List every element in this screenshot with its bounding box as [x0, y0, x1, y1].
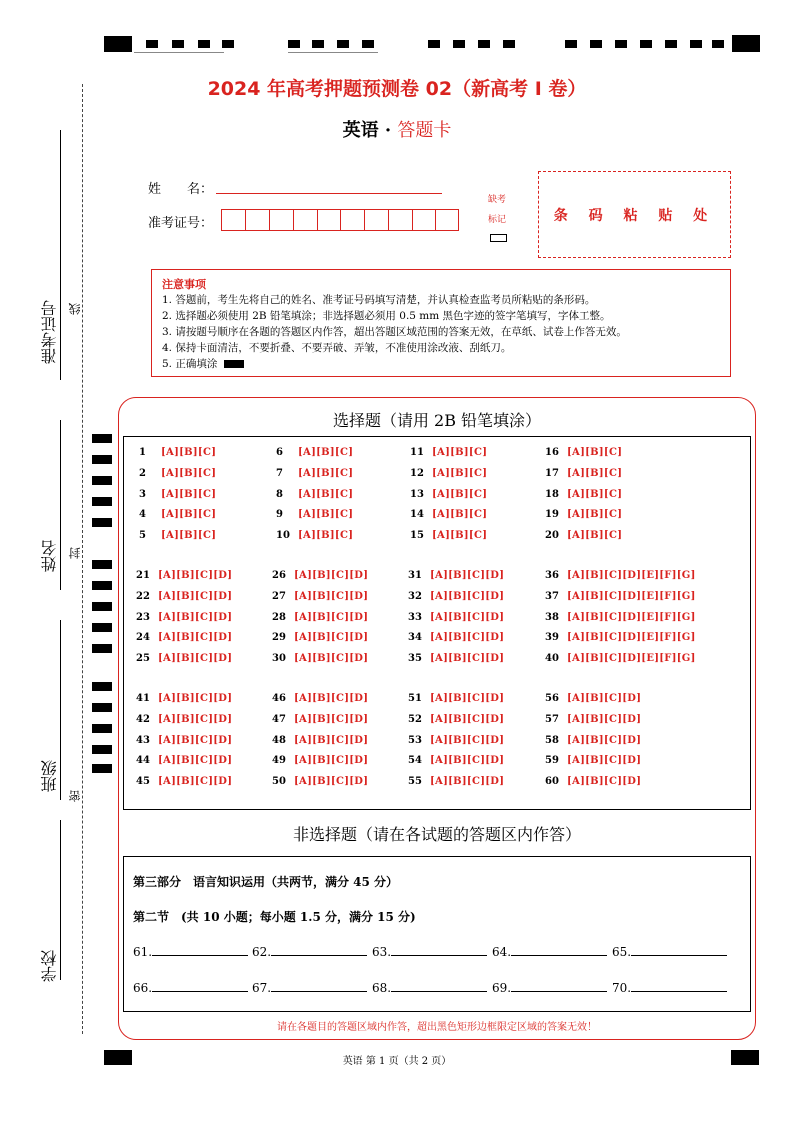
choice-question[interactable]: [545, 755, 641, 766]
answer-options[interactable]: [A][B][C][D]: [158, 734, 233, 746]
answer-options[interactable]: [A][B][C][D]: [294, 611, 369, 623]
fill-blank[interactable]: [252, 944, 367, 959]
divider: [134, 52, 224, 53]
answer-options[interactable]: [A][B][C][D]: [294, 713, 369, 725]
choice-question[interactable]: [276, 468, 353, 479]
seal-char: 密: [68, 790, 82, 802]
answer-options[interactable]: [A][B][C][D]: [158, 570, 233, 581]
answer-options[interactable]: [A][B][C]: [567, 530, 623, 542]
boundary-warning: 请在各题目的答题区域内作答，超出黑色矩形边框限定区域的答案无效！: [277, 1022, 597, 1033]
choice-question[interactable]: [139, 447, 216, 458]
question-number: 51: [408, 693, 422, 704]
timing-mark: [428, 40, 440, 48]
question-number: 12: [410, 467, 424, 479]
side-school-label: 学校: [40, 950, 59, 982]
answer-options[interactable]: [A][B][C][D]: [430, 632, 505, 644]
timing-mark: [146, 40, 158, 48]
blank-line[interactable]: [271, 944, 367, 956]
page-footer: 英语 第 1 页（共 2 页）: [342, 1056, 452, 1067]
question-number: 28: [272, 611, 286, 623]
answer-options[interactable]: [A][B][C][D]: [158, 776, 233, 788]
choice-question[interactable]: [139, 509, 216, 520]
choice-question[interactable]: [545, 509, 622, 520]
question-number: 46: [272, 693, 286, 704]
fill-blank[interactable]: [133, 980, 248, 995]
answer-options[interactable]: [A][B][C][D]: [294, 570, 369, 581]
choice-question[interactable]: [410, 509, 487, 520]
answer-options[interactable]: [A][B][C]: [161, 488, 217, 500]
notice-heading: 注意事项: [162, 278, 206, 291]
answer-options[interactable]: [A][B][C][D][E][F][G]: [567, 632, 696, 644]
choice-question[interactable]: [272, 776, 368, 787]
question-number: 58: [545, 734, 559, 746]
timing-mark: [92, 703, 112, 712]
question-number: 41: [136, 693, 150, 704]
choice-question[interactable]: [136, 653, 232, 664]
timing-mark: [92, 581, 112, 590]
notice-item: 2. 选择题必须使用 2B 铅笔填涂；非选择题必须用 0.5 mm 黑色字迹的签字笔填写，字体工整。: [162, 310, 611, 322]
fill-blank[interactable]: [252, 980, 367, 995]
choice-question[interactable]: [136, 693, 232, 704]
question-number: 31: [408, 570, 422, 581]
answer-options[interactable]: [A][B][C]: [432, 509, 488, 521]
answer-options[interactable]: [A][B][C]: [161, 509, 217, 521]
page-title: 2024 年高考押题预测卷 02（新高考 I 卷）: [207, 78, 587, 100]
question-number: 55: [408, 776, 422, 788]
choice-question[interactable]: [545, 632, 696, 643]
answer-options[interactable]: [A][B][C]: [161, 467, 217, 479]
choice-question[interactable]: [272, 591, 368, 602]
subtitle-prefix: 英语 ·: [342, 120, 398, 141]
blank-line[interactable]: [152, 980, 248, 992]
question-number: 7: [276, 467, 283, 479]
side-class-label: 班级: [40, 760, 59, 792]
question-number: 60: [545, 776, 559, 788]
question-number: 42: [136, 713, 150, 725]
question-number: 44: [136, 755, 150, 767]
question-number: 5: [139, 530, 146, 542]
timing-mark: [92, 602, 112, 611]
choice-question[interactable]: [139, 468, 216, 479]
choice-question[interactable]: [408, 755, 504, 766]
question-number: 29: [272, 632, 286, 644]
timing-mark: [222, 40, 234, 48]
answer-options[interactable]: [A][B][C]: [298, 447, 354, 458]
answer-options[interactable]: [A][B][C][D]: [430, 570, 505, 581]
timing-mark: [92, 434, 112, 443]
answer-options[interactable]: [A][B][C][D]: [430, 590, 505, 602]
choice-question[interactable]: [545, 468, 622, 479]
id-label: 准考证号：: [148, 216, 214, 231]
timing-mark: [92, 560, 112, 569]
answer-options[interactable]: [A][B][C][D]: [567, 693, 642, 704]
choice-title: 选择题（请用 2B 铅笔填涂）: [332, 411, 542, 430]
absent-label-2: 标记: [488, 215, 507, 225]
choice-question[interactable]: [272, 755, 368, 766]
question-number: 8: [276, 488, 283, 500]
answer-options[interactable]: [A][B][C]: [298, 467, 354, 479]
choice-question[interactable]: [136, 735, 232, 746]
fill-blank[interactable]: [372, 944, 487, 959]
question-number: 43: [136, 734, 150, 746]
question-number: 18: [545, 488, 559, 500]
answer-options[interactable]: [A][B][C]: [298, 530, 354, 542]
answer-options[interactable]: [A][B][C][D][E][F][G]: [567, 611, 696, 623]
filled-sample: [224, 360, 244, 368]
blank-number: 70.: [612, 981, 632, 995]
name-field[interactable]: [216, 193, 442, 194]
seal-line-char: 线: [68, 303, 82, 315]
question-number: 50: [272, 776, 286, 788]
answer-options[interactable]: [A][B][C][D]: [430, 734, 505, 746]
timing-mark: [92, 682, 112, 691]
question-number: 6: [276, 447, 283, 458]
choice-question[interactable]: [410, 530, 487, 541]
timing-mark: [732, 35, 760, 52]
question-number: 45: [136, 776, 150, 788]
choice-question[interactable]: [272, 612, 368, 623]
fill-blank[interactable]: [612, 980, 727, 995]
blank-number: 67.: [252, 981, 272, 995]
choice-question[interactable]: [545, 714, 641, 725]
answer-options[interactable]: [A][B][C]: [567, 509, 623, 521]
blank-number: 61.: [133, 945, 153, 959]
choice-question[interactable]: [545, 612, 696, 623]
question-number: 20: [545, 530, 559, 542]
question-number: 47: [272, 713, 286, 725]
answer-options[interactable]: [A][B][C]: [432, 467, 488, 479]
timing-mark: [312, 40, 324, 48]
question-number: 3: [139, 488, 146, 500]
timing-mark: [690, 40, 702, 48]
notice-item: 3. 请按题号顺序在各题的答题区内作答，超出答题区域范围的答案无效，在草纸、试卷上作答无效。: [162, 326, 627, 338]
choice-question[interactable]: [545, 447, 622, 458]
fill-blank[interactable]: [133, 944, 248, 959]
choice-question[interactable]: [545, 489, 622, 500]
choice-question[interactable]: [545, 570, 696, 581]
nonchoice-title: 非选择题（请在各试题的答题区内作答）: [292, 825, 581, 844]
question-number: 9: [276, 509, 283, 521]
timing-mark: [92, 497, 112, 506]
answer-options[interactable]: [A][B][C][D]: [294, 693, 369, 704]
side-name-label: 姓名: [40, 540, 59, 572]
answer-options[interactable]: [A][B][C][D]: [158, 632, 233, 644]
timing-mark: [337, 40, 349, 48]
timing-mark: [92, 724, 112, 733]
id-number-boxes[interactable]: [221, 209, 459, 231]
choice-question[interactable]: [136, 591, 232, 602]
timing-mark: [104, 36, 132, 52]
question-number: 19: [545, 509, 559, 521]
choice-question[interactable]: [272, 693, 368, 704]
question-number: 57: [545, 713, 559, 725]
answer-options[interactable]: [A][B][C]: [298, 509, 354, 521]
barcode-area: 条 码 粘 贴 处: [538, 171, 731, 258]
answer-options[interactable]: [A][B][C][D]: [158, 693, 233, 704]
answer-options[interactable]: [A][B][C][D]: [567, 776, 642, 788]
question-number: 13: [410, 488, 424, 500]
question-number: 25: [136, 653, 150, 665]
timing-mark: [92, 644, 112, 653]
question-number: 49: [272, 755, 286, 767]
answer-options[interactable]: [A][B][C][D]: [567, 734, 642, 746]
answer-options[interactable]: [A][B][C][D]: [430, 611, 505, 623]
side-id-label: 准考证号: [40, 300, 59, 364]
question-number: 15: [410, 530, 424, 542]
answer-options[interactable]: [A][B][C][D][E][F][G]: [567, 570, 696, 581]
answer-options[interactable]: [A][B][C]: [567, 488, 623, 500]
question-number: 34: [408, 632, 422, 644]
timing-mark: [92, 518, 112, 527]
subtitle-suffix: 答题卡: [397, 120, 452, 141]
absent-mark-box[interactable]: [490, 234, 507, 242]
notice-item-text: 5. 正确填涂: [162, 358, 218, 370]
answer-options[interactable]: [A][B][C][D]: [158, 590, 233, 602]
choice-question[interactable]: [139, 489, 216, 500]
choice-question[interactable]: [276, 530, 353, 541]
answer-options[interactable]: [A][B][C][D]: [567, 755, 642, 767]
choice-question[interactable]: [136, 714, 232, 725]
timing-mark: [712, 40, 724, 48]
question-number: 33: [408, 611, 422, 623]
timing-mark: [503, 40, 515, 48]
choice-question[interactable]: [136, 776, 232, 787]
part-title: 第三部分 语言知识运用（共两节，满分 45 分）: [133, 875, 399, 889]
question-number: 1: [139, 447, 146, 458]
timing-mark: [665, 40, 677, 48]
choice-question[interactable]: [545, 735, 641, 746]
timing-mark: [478, 40, 490, 48]
question-number: 35: [408, 653, 422, 665]
seal-char: 封: [68, 547, 82, 559]
answer-options[interactable]: [A][B][C][D][E][F][G]: [567, 590, 696, 602]
answer-options[interactable]: [A][B][C][D]: [430, 653, 505, 665]
fill-blank[interactable]: [492, 980, 607, 995]
question-number: 24: [136, 632, 150, 644]
binding-line: [82, 84, 83, 1034]
question-number: 53: [408, 734, 422, 746]
choice-question[interactable]: [272, 632, 368, 643]
answer-options[interactable]: [A][B][C][D]: [294, 632, 369, 644]
blank-line[interactable]: [631, 944, 727, 956]
answer-options[interactable]: [A][B][C]: [432, 447, 488, 458]
fill-blank[interactable]: [492, 944, 607, 959]
choice-question[interactable]: [136, 612, 232, 623]
choice-question[interactable]: [545, 693, 641, 704]
question-number: 11: [410, 447, 424, 458]
timing-mark: [590, 40, 602, 48]
choice-question[interactable]: [276, 489, 353, 500]
answer-options[interactable]: [A][B][C]: [567, 467, 623, 479]
question-number: 48: [272, 734, 286, 746]
answer-options[interactable]: [A][B][C]: [298, 488, 354, 500]
choice-question[interactable]: [136, 632, 232, 643]
choice-question[interactable]: [272, 653, 368, 664]
choice-question[interactable]: [276, 509, 353, 520]
question-number: 10: [276, 530, 290, 542]
choice-question[interactable]: [408, 632, 504, 643]
question-number: 14: [410, 509, 424, 521]
blank-number: 62.: [252, 945, 272, 959]
question-number: 36: [545, 570, 559, 581]
fill-blank[interactable]: [612, 944, 727, 959]
choice-question[interactable]: [408, 653, 504, 664]
choice-question[interactable]: [276, 447, 353, 458]
answer-options[interactable]: [A][B][C][D]: [158, 713, 233, 725]
choice-question[interactable]: [136, 570, 232, 581]
answer-options[interactable]: [A][B][C][D]: [294, 653, 369, 665]
notice-item: [162, 356, 720, 372]
choice-question[interactable]: [408, 714, 504, 725]
blank-number: 66.: [133, 981, 153, 995]
answer-options[interactable]: [A][B][C][D]: [430, 776, 505, 788]
timing-mark: [92, 623, 112, 632]
section-title: 第二节 (共 10 小题；每小题 1.5 分，满分 15 分): [133, 910, 416, 924]
blank-line[interactable]: [631, 980, 727, 992]
blank-number: 68.: [372, 981, 392, 995]
choice-question[interactable]: [545, 776, 641, 787]
answer-options[interactable]: [A][B][C][D]: [294, 755, 369, 767]
question-number: 16: [545, 447, 559, 458]
blank-number: 63.: [372, 945, 392, 959]
timing-mark: [172, 40, 184, 48]
blank-line[interactable]: [511, 944, 607, 956]
blank-number: 64.: [492, 945, 512, 959]
answer-options[interactable]: [A][B][C]: [432, 530, 488, 542]
question-number: 30: [272, 653, 286, 665]
timing-mark: [362, 40, 374, 48]
answer-options[interactable]: [A][B][C][D]: [294, 776, 369, 788]
question-number: 17: [545, 467, 559, 479]
divider: [288, 52, 378, 53]
timing-mark: [92, 455, 112, 464]
choice-question[interactable]: [136, 755, 232, 766]
answer-options[interactable]: [A][B][C][D]: [294, 590, 369, 602]
choice-question[interactable]: [545, 530, 622, 541]
question-number: 56: [545, 693, 559, 704]
blank-number: 69.: [492, 981, 512, 995]
answer-options[interactable]: [A][B][C][D]: [567, 713, 642, 725]
choice-question[interactable]: [410, 447, 487, 458]
choice-question[interactable]: [545, 653, 696, 664]
question-number: 54: [408, 755, 422, 767]
notice-box: [151, 269, 731, 377]
question-number: 39: [545, 632, 559, 644]
question-number: 37: [545, 590, 559, 602]
question-number: 21: [136, 570, 150, 581]
question-number: 22: [136, 590, 150, 602]
answer-options[interactable]: [A][B][C][D]: [430, 693, 505, 704]
question-number: 23: [136, 611, 150, 623]
timing-mark: [640, 40, 652, 48]
choice-question[interactable]: [408, 612, 504, 623]
timing-mark: [288, 40, 300, 48]
answer-options[interactable]: [A][B][C]: [432, 488, 488, 500]
answer-options[interactable]: [A][B][C][D]: [430, 713, 505, 725]
question-number: 59: [545, 755, 559, 767]
choice-question[interactable]: [272, 714, 368, 725]
page-subtitle: [0, 116, 794, 142]
answer-options[interactable]: [A][B][C][D]: [158, 653, 233, 665]
blank-line[interactable]: [511, 980, 607, 992]
answer-options[interactable]: [A][B][C][D]: [294, 734, 369, 746]
question-number: 52: [408, 713, 422, 725]
timing-mark: [198, 40, 210, 48]
blank-line[interactable]: [271, 980, 367, 992]
answer-options[interactable]: [A][B][C][D][E][F][G]: [567, 653, 696, 665]
question-number: 26: [272, 570, 286, 581]
choice-question[interactable]: [272, 570, 368, 581]
choice-question[interactable]: [272, 735, 368, 746]
choice-question[interactable]: [410, 489, 487, 500]
question-number: 32: [408, 590, 422, 602]
choice-question[interactable]: [408, 776, 504, 787]
notice-item: 4. 保持卡面清洁，不要折叠、不要弄破、弄皱，不准使用涂改液、刮纸刀。: [162, 342, 512, 354]
name-label: 姓 名：: [148, 182, 214, 197]
choice-question[interactable]: [408, 693, 504, 704]
answer-options[interactable]: [A][B][C][D]: [158, 755, 233, 767]
answer-options[interactable]: [A][B][C]: [161, 530, 217, 542]
timing-mark: [92, 476, 112, 485]
question-number: 38: [545, 611, 559, 623]
blank-number: 65.: [612, 945, 632, 959]
answer-options[interactable]: [A][B][C][D]: [158, 611, 233, 623]
absent-label-1: 缺考: [488, 195, 507, 205]
fill-blank[interactable]: [372, 980, 487, 995]
answer-options[interactable]: [A][B][C][D]: [430, 755, 505, 767]
blank-line[interactable]: [152, 944, 248, 956]
choice-question[interactable]: [408, 735, 504, 746]
question-number: 4: [139, 509, 146, 521]
choice-question[interactable]: [545, 591, 696, 602]
question-number: 2: [139, 467, 146, 479]
notice-item: 1. 答题前，考生先将自己的姓名、准考证号码填写清楚，并认真检查监考员所粘贴的条形码。: [162, 294, 596, 306]
choice-question[interactable]: [410, 468, 487, 479]
timing-mark: [565, 40, 577, 48]
answer-options[interactable]: [A][B][C]: [567, 447, 623, 458]
choice-question[interactable]: [139, 530, 216, 541]
blank-line[interactable]: [391, 944, 487, 956]
timing-mark: [615, 40, 627, 48]
blank-line[interactable]: [391, 980, 487, 992]
question-number: 27: [272, 590, 286, 602]
choice-question[interactable]: [408, 570, 504, 581]
timing-mark: [453, 40, 465, 48]
choice-question[interactable]: [408, 591, 504, 602]
timing-mark: [92, 764, 112, 773]
timing-mark: [92, 745, 112, 754]
answer-options[interactable]: [A][B][C]: [161, 447, 217, 458]
question-number: 40: [545, 653, 559, 665]
